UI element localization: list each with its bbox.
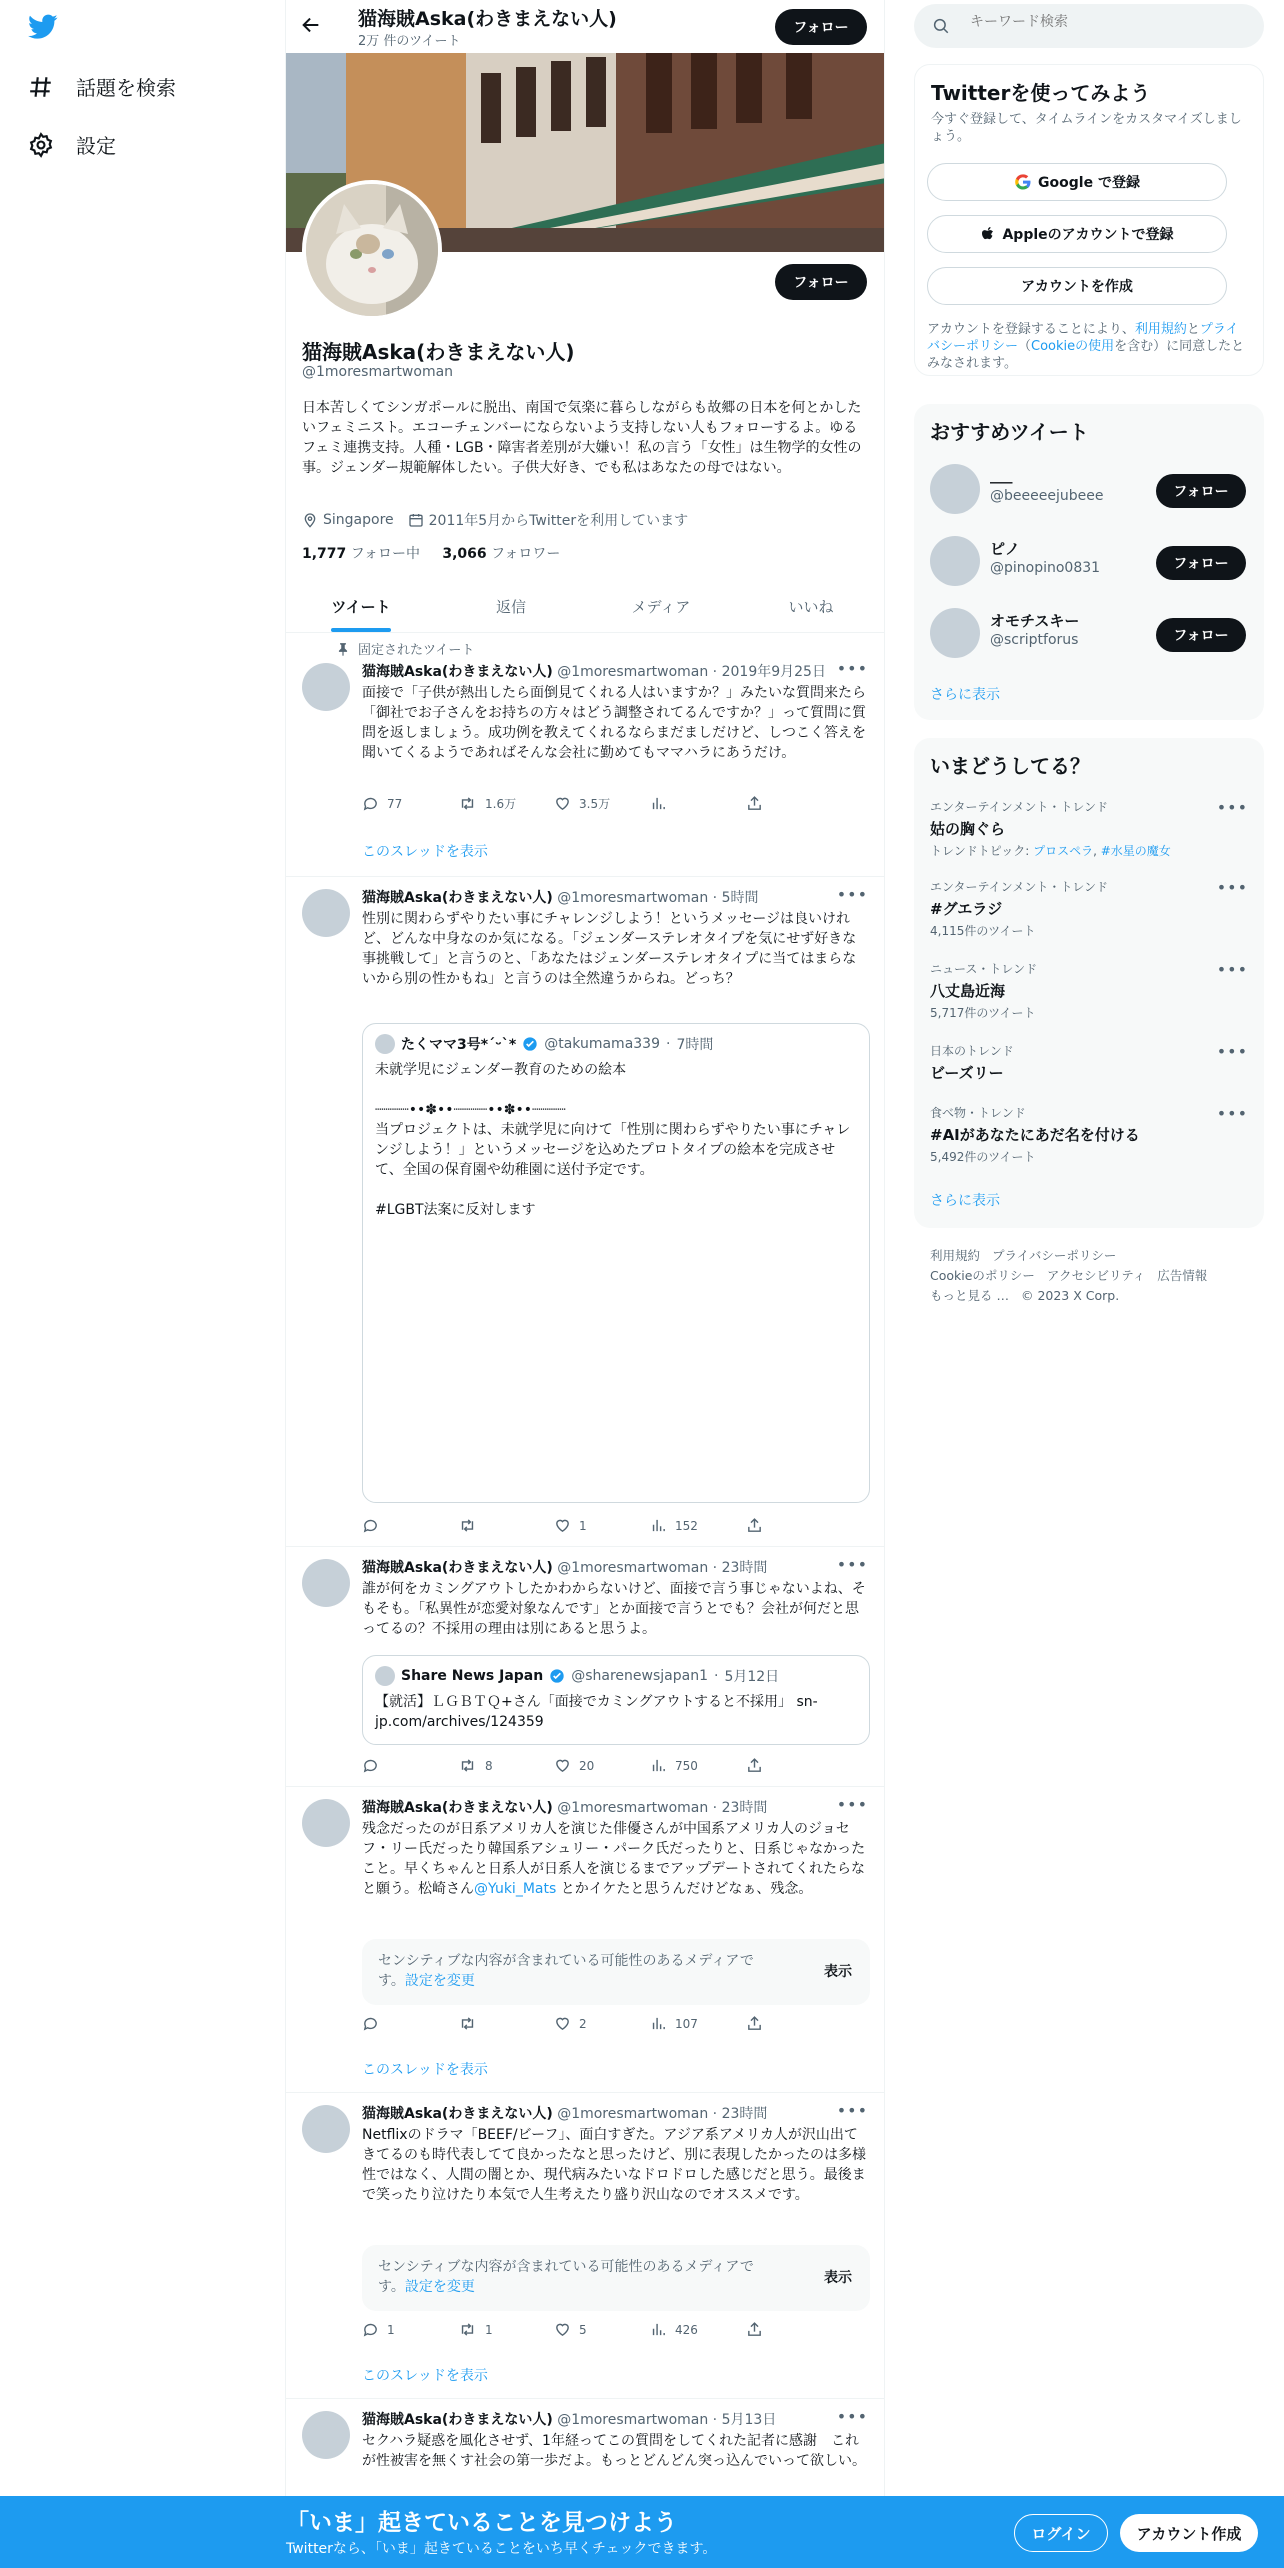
left-sidebar bbox=[0, 0, 285, 2568]
retweet-icon bbox=[458, 795, 477, 812]
twitter-logo-icon[interactable] bbox=[28, 14, 58, 44]
reply-icon bbox=[362, 2015, 379, 2032]
footer-link[interactable]: もっと見る … bbox=[930, 1288, 1009, 1303]
tweet-text: セクハラ疑惑を風化させず、1年経ってこの質問をしてくれた記者に感謝 これが性被害を無くす社会の第一歩だよ。もっとどんどん突っ込んでいって欲しい。 bbox=[362, 2433, 866, 2469]
cookie-link[interactable]: Cookieの使用 bbox=[1031, 339, 1115, 354]
calendar-icon bbox=[408, 512, 424, 528]
reply-icon bbox=[362, 1757, 379, 1774]
like-button[interactable]: 3.5万 bbox=[554, 795, 650, 812]
tab-media[interactable]: メディア bbox=[631, 597, 691, 616]
reply-button[interactable] bbox=[362, 1517, 458, 1534]
share-button[interactable] bbox=[746, 2321, 763, 2338]
trend-item[interactable]: エンターテインメント・トレンド 姑の胸ぐら トレンドトピック: プロスペラ, #水星の魔女 ••• bbox=[930, 798, 1248, 858]
footer-link[interactable]: Cookieのポリシー bbox=[930, 1268, 1035, 1283]
share-icon bbox=[746, 1517, 763, 1534]
share-button[interactable] bbox=[746, 1517, 763, 1534]
verified-badge-icon bbox=[522, 1036, 538, 1052]
follow-button[interactable]: フォロー bbox=[1156, 474, 1246, 508]
quoted-avatar bbox=[375, 1666, 395, 1686]
more-icon[interactable]: ••• bbox=[1216, 1042, 1248, 1061]
profile-tabs bbox=[286, 580, 885, 633]
register-legal-note: アカウントを登録することにより、利用規約とプライバシーポリシー（Cookieの使用を含む）に同意したとみなされます。 bbox=[927, 322, 1245, 371]
views-button[interactable]: 426 bbox=[650, 2321, 746, 2338]
banner-subtitle: Twitterなら、「いま」起きていることをいち早くチェックできます。 bbox=[286, 2541, 717, 2557]
tweet-text: 残念だったのが日系アメリカ人を演じた俳優さんが中国系アメリカ人のジョセフ・リー氏だったり韓国系アシュリー・パーク氏だったりと、日系じゃなかったこと。早くちゃんと日系人が日系人を演じるまでアップデートされてくれたらなと願う。松崎さん@Yuki_Mats とかイケたと思うんだけどなぁ、残念。 bbox=[362, 1821, 866, 1897]
tab-likes[interactable]: いいね bbox=[788, 597, 834, 616]
avatar[interactable] bbox=[302, 663, 350, 711]
register-title: Twitterを使ってみよう bbox=[931, 81, 1151, 105]
suggested-user[interactable]: ピノ @pinopino0831 フォロー bbox=[930, 532, 1248, 588]
retweet-button[interactable] bbox=[458, 2015, 554, 2032]
trend-topic-link[interactable]: #水星の魔女 bbox=[1100, 844, 1171, 858]
more-icon[interactable]: ••• bbox=[1216, 1104, 1248, 1123]
show-more-link[interactable]: さらに表示 bbox=[930, 687, 1000, 703]
tab-tweets[interactable]: ツイート bbox=[286, 580, 436, 632]
sidebar-item-explore[interactable] bbox=[28, 72, 176, 101]
search-input[interactable] bbox=[970, 14, 1230, 30]
privacy-link[interactable]: プライバシーポリシー bbox=[927, 322, 1239, 354]
footer-link[interactable]: 広告情報 bbox=[1157, 1268, 1208, 1283]
profile-name: 猫海賊Aska(わきまえない人) bbox=[302, 340, 575, 364]
avatar[interactable] bbox=[302, 1559, 350, 1607]
trend-topic-link[interactable]: プロスペラ bbox=[1033, 844, 1094, 858]
sidebar-item-label: 設定 bbox=[76, 134, 116, 158]
more-icon[interactable]: ••• bbox=[836, 659, 868, 678]
reply-icon bbox=[362, 2321, 379, 2338]
like-button[interactable]: 20 bbox=[554, 1757, 650, 1774]
back-arrow-icon[interactable] bbox=[300, 14, 322, 40]
gear-icon bbox=[28, 132, 54, 158]
quoted-tweet-header: たくママ3号*ˊᵕˋ* @takumama339 · 7時間 bbox=[375, 1034, 713, 1054]
tweet-actions bbox=[362, 2321, 802, 2338]
terms-link[interactable]: 利用規約 bbox=[1134, 322, 1187, 337]
tweet-header: 猫海賊Aska(わきまえない人) @1moresmartwoman · 5時間 bbox=[362, 890, 759, 906]
show-more-link[interactable]: さらに表示 bbox=[930, 1193, 1000, 1209]
profile-header-bar bbox=[286, 0, 885, 53]
views-button[interactable]: 107 bbox=[650, 2015, 746, 2032]
tweet-actions bbox=[362, 795, 802, 812]
reply-icon bbox=[362, 795, 379, 812]
reply-button[interactable] bbox=[362, 1757, 458, 1774]
follow-button[interactable]: フォロー bbox=[775, 264, 867, 300]
trend-item[interactable]: 日本のトレンド ビーズリー ••• bbox=[930, 1042, 1248, 1082]
share-icon bbox=[746, 2321, 763, 2338]
show-thread-link[interactable]: このスレッドを表示 bbox=[362, 2062, 488, 2078]
register-subtitle: 今すぐ登録して、タイムラインをカスタマイズしましょう。 bbox=[931, 112, 1242, 144]
views-icon bbox=[650, 1757, 667, 1774]
share-icon bbox=[746, 795, 763, 812]
avatar[interactable] bbox=[302, 2105, 350, 2153]
trend-item[interactable]: エンターテインメント・トレンド #グエラジ 4,115件のツイート ••• bbox=[930, 878, 1248, 938]
tweet[interactable] bbox=[286, 633, 885, 877]
search-bar[interactable] bbox=[914, 4, 1264, 48]
mention-link[interactable]: @Yuki_Mats bbox=[474, 1881, 557, 1897]
avatar[interactable] bbox=[930, 464, 980, 514]
change-settings-link[interactable]: 設定を変更 bbox=[404, 1973, 475, 1989]
sensitive-media-warning: センシティブな内容が含まれている可能性のあるメディアです。設定を変更 表示 bbox=[362, 2245, 870, 2311]
retweet-button[interactable]: 1 bbox=[458, 2321, 554, 2338]
share-icon bbox=[746, 1757, 763, 1774]
pin-icon bbox=[336, 642, 350, 656]
more-icon[interactable]: ••• bbox=[1216, 798, 1248, 817]
avatar[interactable] bbox=[302, 1799, 350, 1847]
show-media-button[interactable]: 表示 bbox=[824, 2270, 852, 2286]
header-tweet-count: 2万 件のツイート bbox=[358, 34, 461, 49]
retweet-icon bbox=[458, 1517, 477, 1534]
views-icon bbox=[650, 2321, 667, 2338]
tweet[interactable] bbox=[286, 1547, 885, 1787]
footer-link[interactable]: 利用規約 bbox=[930, 1248, 981, 1263]
quoted-tweet[interactable] bbox=[362, 1023, 870, 1503]
reply-button[interactable]: 1 bbox=[362, 2321, 458, 2338]
footer-links bbox=[930, 1246, 1250, 1306]
tweet-header: 猫海賊Aska(わきまえない人) @1moresmartwoman · 2019年9月25日 bbox=[362, 664, 826, 680]
suggested-user[interactable]: ___ @beeeeejubeee フォロー bbox=[930, 460, 1248, 516]
sidebar-item-label: 話題を検索 bbox=[76, 76, 176, 100]
share-button[interactable] bbox=[746, 795, 763, 812]
heart-icon bbox=[554, 795, 571, 812]
views-icon bbox=[650, 1517, 667, 1534]
show-thread-link[interactable]: このスレッドを表示 bbox=[362, 844, 488, 860]
share-button[interactable] bbox=[746, 1757, 763, 1774]
reply-button[interactable]: 77 bbox=[362, 795, 458, 812]
create-account-button[interactable]: アカウントを作成 bbox=[927, 267, 1227, 305]
views-icon bbox=[650, 795, 667, 812]
retweet-icon bbox=[458, 2321, 477, 2338]
more-icon[interactable]: ••• bbox=[836, 1555, 868, 1574]
google-signup-button[interactable]: Google で登録 bbox=[927, 163, 1227, 201]
retweet-icon bbox=[458, 1757, 477, 1774]
reply-button[interactable] bbox=[362, 2015, 458, 2032]
share-button[interactable] bbox=[746, 2015, 763, 2032]
retweet-button[interactable]: 1.6万 bbox=[458, 795, 554, 812]
avatar[interactable] bbox=[302, 2411, 350, 2459]
share-icon bbox=[746, 2015, 763, 2032]
signup-banner bbox=[0, 2496, 1284, 2568]
views-button[interactable]: 750 bbox=[650, 1757, 746, 1774]
profile-joined: 2011年5月からTwitterを利用しています bbox=[408, 510, 688, 530]
signup-button[interactable]: アカウント作成 bbox=[1120, 2514, 1258, 2552]
views-icon bbox=[650, 2015, 667, 2032]
apple-signup-button[interactable]: Appleのアカウントで登録 bbox=[927, 215, 1227, 253]
profile-location: Singapore bbox=[302, 510, 394, 530]
tweet-actions bbox=[362, 1757, 802, 1774]
more-icon[interactable]: ••• bbox=[836, 1795, 868, 1814]
tweet-header: 猫海賊Aska(わきまえない人) @1moresmartwoman · 23時間 bbox=[362, 2106, 768, 2122]
tweet[interactable] bbox=[286, 1787, 885, 2093]
tweet[interactable] bbox=[286, 877, 885, 1547]
google-icon bbox=[1014, 173, 1032, 191]
follow-stats bbox=[302, 543, 560, 563]
tweet-header: 猫海賊Aska(わきまえない人) @1moresmartwoman · 23時間 bbox=[362, 1800, 768, 1816]
tweet-header: 猫海賊Aska(わきまえない人) @1moresmartwoman · 23時間 bbox=[362, 1560, 768, 1576]
apple-icon bbox=[980, 225, 996, 243]
heart-icon bbox=[554, 1517, 571, 1534]
profile-handle: @1moresmartwoman bbox=[302, 364, 454, 380]
views-button[interactable]: 152 bbox=[650, 1517, 746, 1534]
copyright: © 2023 X Corp. bbox=[1020, 1288, 1120, 1303]
tweet-text: 誰が何をカミングアウトしたかわからないけど、面接で言う事じゃないよね、そもそも。「私異性が恋愛対象なんです」とか面接で言うとでも？会社が何だと思ってるの？不採用の理由は別にあると思うよ。 bbox=[362, 1581, 866, 1637]
profile-meta bbox=[302, 510, 688, 530]
quoted-tweet-text: 【就活】ＬＧＢＴＱ+さん「面接でカミングアウトすると不採用」 sn-jp.com/archives/124359 bbox=[375, 1694, 818, 1730]
follow-button[interactable]: フォロー bbox=[1156, 618, 1246, 652]
profile-bio: 日本苦しくてシンガポールに脱出、南国で気楽に暮らしながらも故郷の日本を何とかしたいフェミニスト。エコーチェンバーにならないよう支持しない人もフォローするよ。ゆるフェミ連携支持。人種・LGB・障害者差別が大嫌い！私の言う「女性」は生物学的女性の事。ジェンダー規範解体したい。子供大好き、でも私はあなたの母ではない。 bbox=[302, 400, 862, 476]
profile-avatar[interactable] bbox=[302, 180, 442, 320]
login-button[interactable]: ログイン bbox=[1014, 2514, 1108, 2552]
quoted-tweet-header: Share News Japan @sharenewsjapan1 · 5月12日 bbox=[375, 1666, 779, 1686]
tweet-text: Netflixのドラマ「BEEF/ビーフ」、面白すぎた。アジア系アメリカ人が沢山出てきてるのも時代表してて良かったなと思ったけど、別に表現したかったのは多様性ではなく、人間の闇とか、現代病みたいなドロドロした感じだと思う。最後まで笑ったり泣けたり本気で人生考えたり盛り沢山なのでオススメです。 bbox=[362, 2127, 866, 2203]
quoted-avatar bbox=[375, 1034, 395, 1054]
tweet-actions bbox=[362, 1517, 802, 1534]
sensitive-media-warning: センシティブな内容が含まれている可能性のあるメディアです。設定を変更 表示 bbox=[362, 1939, 870, 2005]
pinned-indicator: 固定されたツイート bbox=[336, 639, 474, 658]
search-icon bbox=[932, 17, 950, 35]
avatar[interactable] bbox=[930, 536, 980, 586]
more-icon[interactable]: ••• bbox=[836, 885, 868, 904]
tweet-text: 性別に関わらずやりたい事にチャレンジしよう！というメッセージは良いけれど、どんな中身なのか気になる。「ジェンダーステレオタイプを気にせず好きな事挑戦して」と言うのと、「あなたはジェンダーステレオタイプに当てはまらないから別の性かもね」と言うのは全然違うからね。どっち？ bbox=[362, 911, 857, 987]
heart-icon bbox=[554, 2015, 571, 2032]
quoted-tweet-text: 未就学児にジェンダー教育のための絵本 ┈┈┈┈••✽••┈┈┈┈••✽••┈┈┈┈ 当プロジェクトは、未就学児に向けて「性別に関わらずやりたい事にチャレンジしよう！」というメッセージを込めたプロトタイプの絵本を完成させて、全国の保育園や幼稚園に送付予定です。 #LGBT法案に反対します bbox=[375, 1062, 851, 1218]
show-thread-link[interactable]: このスレッドを表示 bbox=[362, 2368, 488, 2384]
suggested-box bbox=[914, 404, 1264, 720]
verified-badge-icon bbox=[549, 1668, 565, 1684]
heart-icon bbox=[554, 2321, 571, 2338]
footer-link[interactable]: アクセシビリティ bbox=[1046, 1268, 1146, 1283]
tab-replies[interactable]: 返信 bbox=[495, 597, 526, 616]
retweet-icon bbox=[458, 2015, 477, 2032]
banner-title: 「いま」起きていることを見つけよう bbox=[286, 2510, 677, 2536]
tweet-text: 面接で「子供が熱出したら面倒見てくれる人はいますか？」みたいな質問来たら「御社でお子さんをお持ちの方々はどう調整されてるんですか？」って質問に質問を返しましょう。成功例を教えてくれるならまだましだけど、しつこく答えを聞いてくるようであればそんな会社に勤めてもママハラにあうだけ。 bbox=[362, 685, 866, 761]
avatar[interactable] bbox=[930, 608, 980, 658]
trend-item[interactable]: 食べ物・トレンド #AIがあなたにあだ名を付ける 5,492件のツイート ••• bbox=[930, 1104, 1248, 1164]
tweet-actions bbox=[362, 2015, 802, 2032]
retweet-button[interactable]: 8 bbox=[458, 1757, 554, 1774]
reply-icon bbox=[362, 1517, 379, 1534]
avatar[interactable] bbox=[302, 889, 350, 937]
change-settings-link[interactable]: 設定を変更 bbox=[404, 2279, 475, 2295]
trends-title: いまどうしてる？ bbox=[930, 754, 1090, 778]
more-icon[interactable]: ••• bbox=[836, 2407, 868, 2426]
like-button[interactable]: 2 bbox=[554, 2015, 650, 2032]
suggested-title: おすすめツイート bbox=[930, 420, 1089, 444]
retweet-button[interactable] bbox=[458, 1517, 554, 1534]
location-pin-icon bbox=[302, 512, 318, 528]
trend-item[interactable]: ニュース・トレンド 八丈島近海 5,717件のツイート ••• bbox=[930, 960, 1248, 1020]
views-button[interactable] bbox=[650, 795, 746, 812]
tweet[interactable] bbox=[286, 2093, 885, 2399]
suggested-user[interactable]: オモチスキー @scriptforus フォロー bbox=[930, 604, 1248, 660]
hashtag-icon bbox=[28, 74, 54, 100]
following-link[interactable]: 1,777 フォロー中 bbox=[302, 546, 421, 562]
like-button[interactable]: 5 bbox=[554, 2321, 650, 2338]
trends-box bbox=[914, 738, 1264, 1228]
like-button[interactable]: 1 bbox=[554, 1517, 650, 1534]
header-profile-name: 猫海賊Aska(わきまえない人) bbox=[358, 8, 617, 30]
quoted-tweet[interactable] bbox=[362, 1655, 870, 1745]
main-column bbox=[285, 0, 885, 2568]
header-follow-button[interactable]: フォロー bbox=[775, 9, 867, 45]
more-icon[interactable]: ••• bbox=[1216, 878, 1248, 897]
show-media-button[interactable]: 表示 bbox=[824, 1964, 852, 1980]
sidebar-item-settings[interactable] bbox=[28, 130, 116, 159]
more-icon[interactable]: ••• bbox=[836, 2101, 868, 2120]
tweet-header: 猫海賊Aska(わきまえない人) @1moresmartwoman · 5月13日 bbox=[362, 2412, 777, 2428]
register-box bbox=[914, 64, 1264, 376]
follow-button[interactable]: フォロー bbox=[1156, 546, 1246, 580]
footer-link[interactable]: プライバシーポリシー bbox=[992, 1248, 1117, 1263]
more-icon[interactable]: ••• bbox=[1216, 960, 1248, 979]
followers-link[interactable]: 3,066 フォロワー bbox=[442, 546, 561, 562]
heart-icon bbox=[554, 1757, 571, 1774]
